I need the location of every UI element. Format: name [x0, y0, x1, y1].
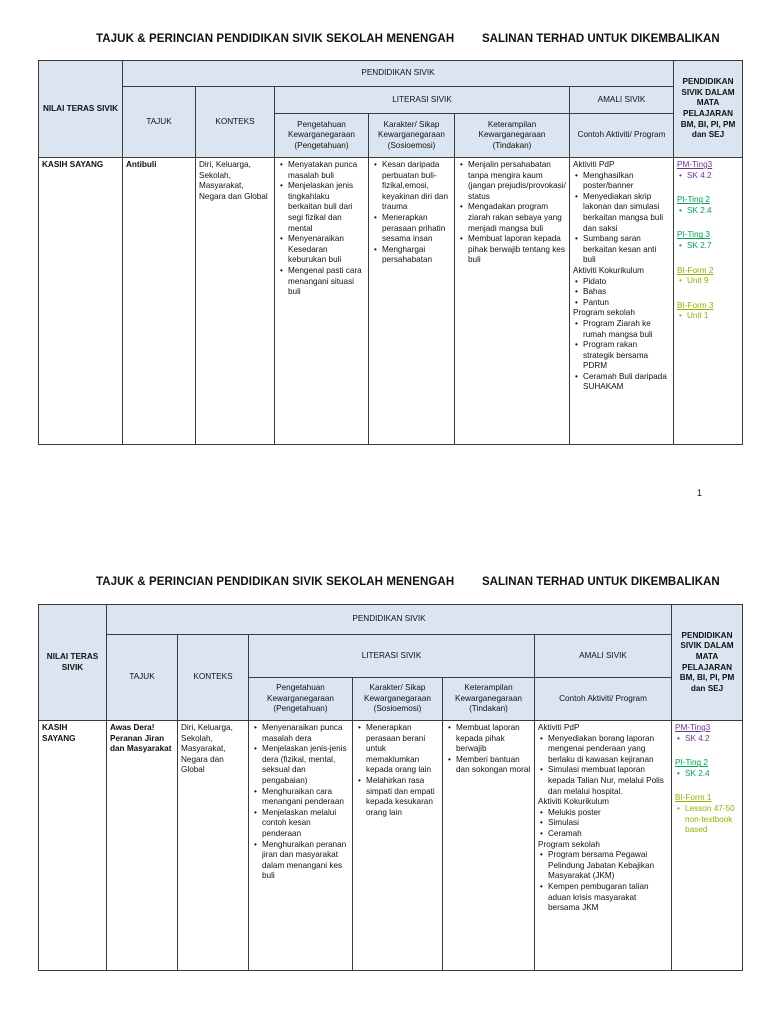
header-literasi: LITERASI SIVIK: [249, 635, 535, 678]
list-item: • Program bersama Pegawai Pelindung Jabatan Kebajikan Masyarakat (JKM): [548, 850, 668, 882]
list-item: • Menerapkan perasaan prihatin sesama insan: [382, 213, 451, 245]
subject-label: BI-Form 2: [677, 265, 714, 275]
header-subjek: PENDIDIKAN SIVIK DALAM MATA PELAJARAN BM, BI, PI, PM dan SEJ: [674, 61, 743, 158]
list-item: • Program Ziarah ke rumah mangsa buli: [583, 319, 670, 340]
list-item: • Sumbang saran berkaitan kesan anti buli: [583, 234, 670, 266]
subject-label: PI-Ting 3: [677, 230, 710, 240]
list-item: • Ceramah: [548, 829, 668, 840]
list-item: • Menyenaraikan Kesedaran keburukan buli: [288, 234, 365, 266]
page-title: TAJUK & PERINCIAN PENDIDIKAN SIVIK SEKOLAH MENENGAH: [96, 33, 455, 45]
list-item: • Memberi bantuan dan sokongan moral: [456, 755, 531, 776]
cell-tajuk: Awas Dera! Peranan Jiran dan Masyarakat: [107, 721, 178, 971]
list-item: • Menjelaskan jenis-jenis dera (fizikal, mental, seksual dan pengabaian): [262, 744, 349, 786]
list-item: • Menjelaskan jenis tingkahlaku berkaitan buli dari segi fizikal dan mental: [288, 181, 365, 234]
header-konteks: KONTEKS: [196, 87, 275, 158]
list-item: • Menjelaskan melalui contoh kesan penderaan: [262, 808, 349, 840]
header-amali: AMALI SIVIK: [535, 635, 672, 678]
list-item: • Menyatakan punca masalah buli: [288, 160, 365, 181]
civic-table: [38, 60, 743, 445]
page-title: TAJUK & PERINCIAN PENDIDIKAN SIVIK SEKOLAH MENENGAH: [96, 576, 455, 588]
list-item: • Pantun: [583, 298, 670, 309]
list-item: • Menyenaraikan punca masalah dera: [262, 723, 349, 744]
list-item: • Menghuraikan peranan jiran dan masyarakat dalam menangani kes buli: [262, 840, 349, 882]
header-amali: AMALI SIVIK: [570, 87, 674, 114]
list-item: • Menghargai persahabatan: [382, 245, 451, 266]
header-karakter: Karakter/ Sikap Kewarganegaraan (Sosioemosi): [369, 114, 455, 158]
header-keterampilan: Keterampilan Kewarganegaraan (Tindakan): [443, 678, 535, 721]
civic-table: [38, 604, 743, 971]
list-item: • Bahas: [583, 287, 670, 298]
cell-konteks: Diri, Keluarga, Sekolah, Masyarakat, Negara dan Global: [196, 158, 275, 445]
subject-item: • SK 2.4: [687, 206, 739, 217]
list-item: • Menyediakan skrip lakonan dan simulasi berkaitan mangsa buli dan saksi: [583, 192, 670, 234]
subject-item: • Lesson 47-50 non-textbook based: [685, 804, 739, 836]
cell-subjek: [672, 721, 743, 971]
header-tajuk: TAJUK: [107, 635, 178, 721]
subject-item: • Unit 1: [687, 311, 739, 322]
cell-karakter: [369, 158, 455, 445]
cell-aktiviti: [570, 158, 674, 445]
header-pengetahuan: Pengetahuan Kewarganegaraan (Pengetahuan): [249, 678, 353, 721]
subject-label: PI-Ting 2: [677, 195, 710, 205]
list-item: • Kesan daripada perbuatan buli-fizikal,emosi, keyakinan diri dan trauma: [382, 160, 451, 213]
subject-label: BI-Form 1: [675, 793, 712, 803]
subject-label: PM-Ting3: [677, 160, 713, 169]
subject-item: • SK 2.4: [685, 769, 739, 780]
cell-subjek: [674, 158, 743, 445]
header-pengetahuan: Pengetahuan Kewarganegaraan (Pengetahuan): [275, 114, 369, 158]
cell-aktiviti: [535, 721, 672, 971]
header-karakter: Karakter/ Sikap Kewarganegaraan (Sosioemosi): [353, 678, 443, 721]
list-item: • Kempen pembugaran talian aduan krisis masyarakat bersama JKM: [548, 882, 668, 914]
list-item: • Melahirkan rasa simpati dan empati kepada kesukaran orang lain: [366, 776, 439, 818]
subject-item: • SK 4.2: [687, 171, 739, 182]
subject-label: PM-Ting3: [675, 723, 711, 732]
header-nilai: NILAI TERAS SIVIK: [39, 605, 107, 721]
list-item: • Membuat laporan kepada pihak berwajib tentang kes buli: [468, 234, 566, 266]
list-item: • Simulasi membuat laporan kepada Talian Nur, melalui Polis dan melalui hospital.: [548, 765, 668, 797]
list-item: • Menerapkan perasaan berani untuk memaklumkan kepada orang lain: [366, 723, 439, 776]
list-item: • Program rakan strategik bersama PDRM: [583, 340, 670, 372]
list-item: • Menghuraikan cara menangani penderaan: [262, 787, 349, 808]
cell-pengetahuan: [275, 158, 369, 445]
pdp-heading: Aktiviti PdP: [538, 723, 580, 732]
header-konteks: KONTEKS: [178, 635, 249, 721]
cell-karakter: [353, 721, 443, 971]
cell-keterampilan: [443, 721, 535, 971]
list-item: • Menyediakan borang laporan mengenai penderaan yang berlaku di kawasan kejiranan: [548, 734, 668, 766]
list-item: • Menjalin persahabatan tanpa mengira kaum (jangan prejudis/provokasi/ status: [468, 160, 566, 202]
list-item: • Membuat laporan kepada pihak berwajib: [456, 723, 531, 755]
subject-item: • SK 4.2: [685, 734, 739, 745]
list-item: • Pidato: [583, 277, 670, 288]
cell-konteks: Diri, Keluarga, Sekolah, Masyarakat, Negara dan Global: [178, 721, 249, 971]
header-tajuk: TAJUK: [123, 87, 196, 158]
header-keterampilan: Keterampilan Kewarganegaraan (Tindakan): [455, 114, 570, 158]
subject-item: • Unit 9: [687, 276, 739, 287]
cell-nilai: KASIH SAYANG: [39, 721, 107, 971]
subject-label: BI-Form 3: [677, 300, 714, 310]
koku-heading: Aktiviti Kokurikulum: [538, 797, 609, 807]
list-item: • Menghasilkan poster/banner: [583, 171, 670, 192]
list-item: • Mengadakan program ziarah rakan sebaya yang menjadi mangsa buli: [468, 202, 566, 234]
header-contoh: Contoh Aktiviti/ Program: [535, 678, 672, 721]
header-pendidikan: PENDIDIKAN SIVIK: [107, 605, 672, 635]
sekolah-heading: Program sekolah: [573, 308, 635, 318]
header-pendidikan: PENDIDIKAN SIVIK: [123, 61, 674, 87]
header-contoh: Contoh Aktiviti/ Program: [570, 114, 674, 158]
cell-tajuk: Antibuli: [123, 158, 196, 445]
sekolah-heading: Program sekolah: [538, 839, 600, 849]
list-item: • Simulasi: [548, 818, 668, 829]
header-literasi: LITERASI SIVIK: [275, 87, 570, 114]
subject-label: PI-Ting 2: [675, 758, 708, 768]
subject-item: • SK 2.7: [687, 241, 739, 252]
header-nilai: NILAI TERAS SIVIK: [39, 61, 123, 158]
cell-pengetahuan: [249, 721, 353, 971]
list-item: • Mengenal pasti cara menangani situasi buli: [288, 266, 365, 298]
cell-keterampilan: [455, 158, 570, 445]
copy-notice: SALINAN TERHAD UNTUK DIKEMBALIKAN: [482, 33, 720, 45]
pdp-heading: Aktiviti PdP: [573, 160, 615, 169]
koku-heading: Aktiviti Kokurikulum: [573, 265, 644, 275]
copy-notice: SALINAN TERHAD UNTUK DIKEMBALIKAN: [482, 576, 720, 588]
header-subjek: PENDIDIKAN SIVIK DALAM MATA PELAJARAN BM, BI, PI, PM dan SEJ: [672, 605, 743, 721]
list-item: • Melukis poster: [548, 808, 668, 819]
list-item: • Ceramah Buli daripada SUHAKAM: [583, 372, 670, 393]
page-number: 1: [697, 488, 703, 498]
cell-nilai: KASIH SAYANG: [39, 158, 123, 445]
